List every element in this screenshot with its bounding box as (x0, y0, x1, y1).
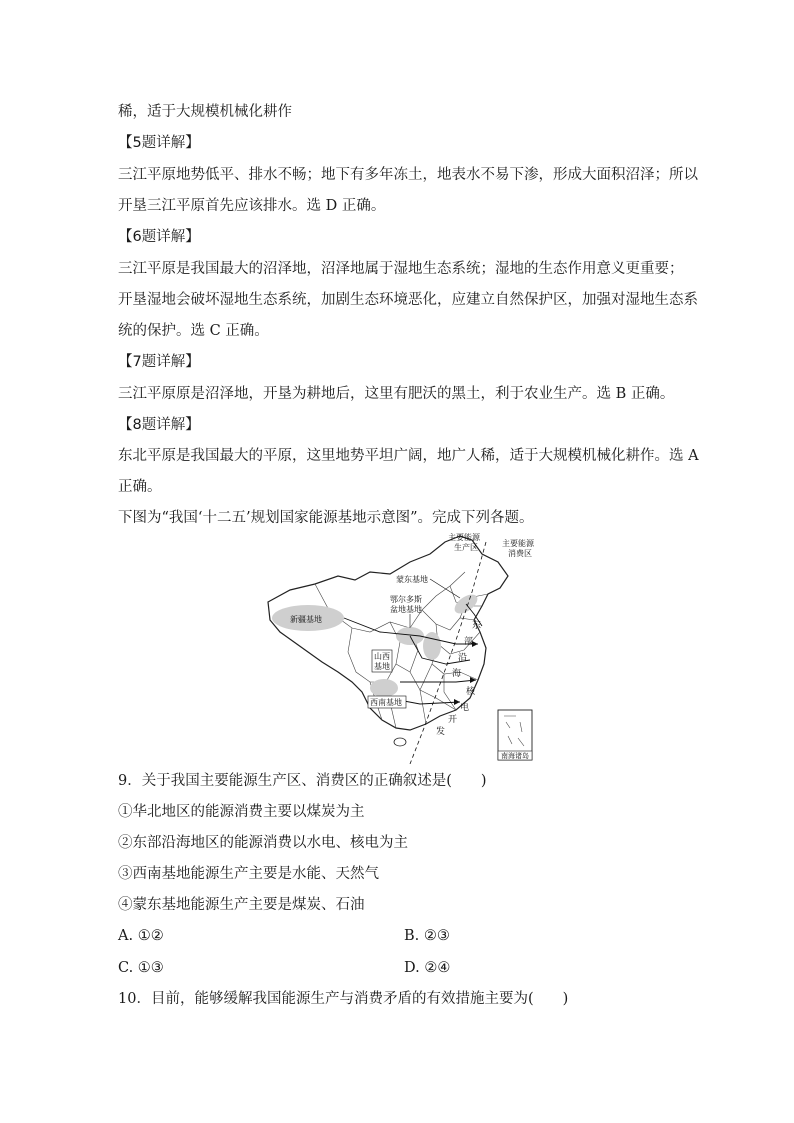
text-line: 三江平原是我国最大的沼泽地，沼泽地属于湿地生态系统；湿地的生态作用意义更重要； (118, 261, 684, 277)
shanxi-base-label: 基地 (374, 662, 390, 671)
q9-option-c: C. ①③ (118, 960, 164, 976)
text-line: 稀，适于大规模机械化耕作 (118, 104, 292, 120)
shanxi-base-label: 山西 (374, 652, 390, 661)
eerduosi-base-label: 鄂尔多斯 (390, 595, 422, 604)
q9-statement: ④蒙东基地能源生产主要是煤炭、石油 (118, 897, 365, 913)
producer-zone-label: 主要能源 (448, 533, 480, 542)
q9-statement: ③西南基地能源生产主要是水能、天然气 (118, 866, 379, 882)
coast-char: 发 (436, 727, 446, 737)
text-line: 统的保护。选 C 正确。 (118, 323, 269, 339)
shanxi-base-area (423, 632, 441, 660)
xinjiang-base-label: 新疆基地 (290, 615, 322, 624)
eerduosi-base-label: 盆地基地 (390, 605, 422, 614)
q9-option-a: A. ①② (118, 928, 164, 944)
text-line: 正确。 (118, 479, 162, 495)
q9-option-b: B. ②③ (404, 928, 450, 944)
coast-char: 沿 (458, 653, 468, 663)
hainan-island (394, 738, 406, 746)
xinan-base-label: 西南基地 (370, 698, 402, 707)
consumer-zone-label: 消费区 (508, 549, 532, 558)
q7-heading: 【7题详解】 (118, 354, 200, 370)
q8-heading: 【8题详解】 (118, 417, 200, 433)
consumer-zone-label: 主要能源 (502, 539, 534, 548)
q9-stem: 9．关于我国主要能源生产区、消费区的正确叙述是( ) (118, 773, 487, 789)
q10-stem: 10．目前，能够缓解我国能源生产与消费矛盾的有效措施主要为( ) (118, 991, 569, 1007)
q6-heading: 【6题详解】 (118, 229, 200, 245)
china-map-svg (260, 532, 542, 764)
coast-char: 核 (466, 687, 476, 697)
mengdong-base-label: 蒙东基地 (396, 575, 428, 584)
text-line: 开垦三江平原首先应该排水。选 D 正确。 (118, 198, 386, 214)
coast-char: 开 (448, 715, 458, 725)
q9-option-d: D. ②④ (404, 960, 451, 976)
coast-char: 电 (460, 703, 470, 713)
q5-heading: 【5题详解】 (118, 135, 200, 151)
coast-char: 海 (452, 669, 462, 679)
xinan-base-area (370, 679, 398, 697)
text-line: 开垦湿地会破坏湿地生态系统，加剧生态环境恶化，应建立自然保护区，加强对湿地生态系 (118, 292, 698, 308)
producer-zone-label: 生产区 (454, 543, 478, 552)
text-line: 三江平原原是沼泽地，开垦为耕地后，这里有肥沃的黑土，利于农业生产。选 B 正确。 (118, 386, 675, 402)
coast-char: 部 (464, 637, 474, 647)
map-intro: 下图为“我国‘十二五’规划国家能源基地示意图”。完成下列各题。 (118, 510, 534, 526)
text-line: 三江平原地势低平、排水不畅；地下有多年冻土，地表水不易下渗，形成大面积沼泽；所以 (118, 167, 698, 183)
energy-base-map (260, 532, 542, 764)
text-line: 东北平原是我国最大的平原，这里地势平坦广阔，地广人稀，适于大规模机械化耕作。选 A (118, 448, 699, 464)
inset-caption: 南海诸岛 (501, 752, 529, 760)
q9-statement: ①华北地区的能源消费主要以煤炭为主 (118, 804, 365, 820)
q9-statement: ②东部沿海地区的能源消费以水电、核电为主 (118, 835, 408, 851)
coast-char: 东 (472, 621, 482, 631)
